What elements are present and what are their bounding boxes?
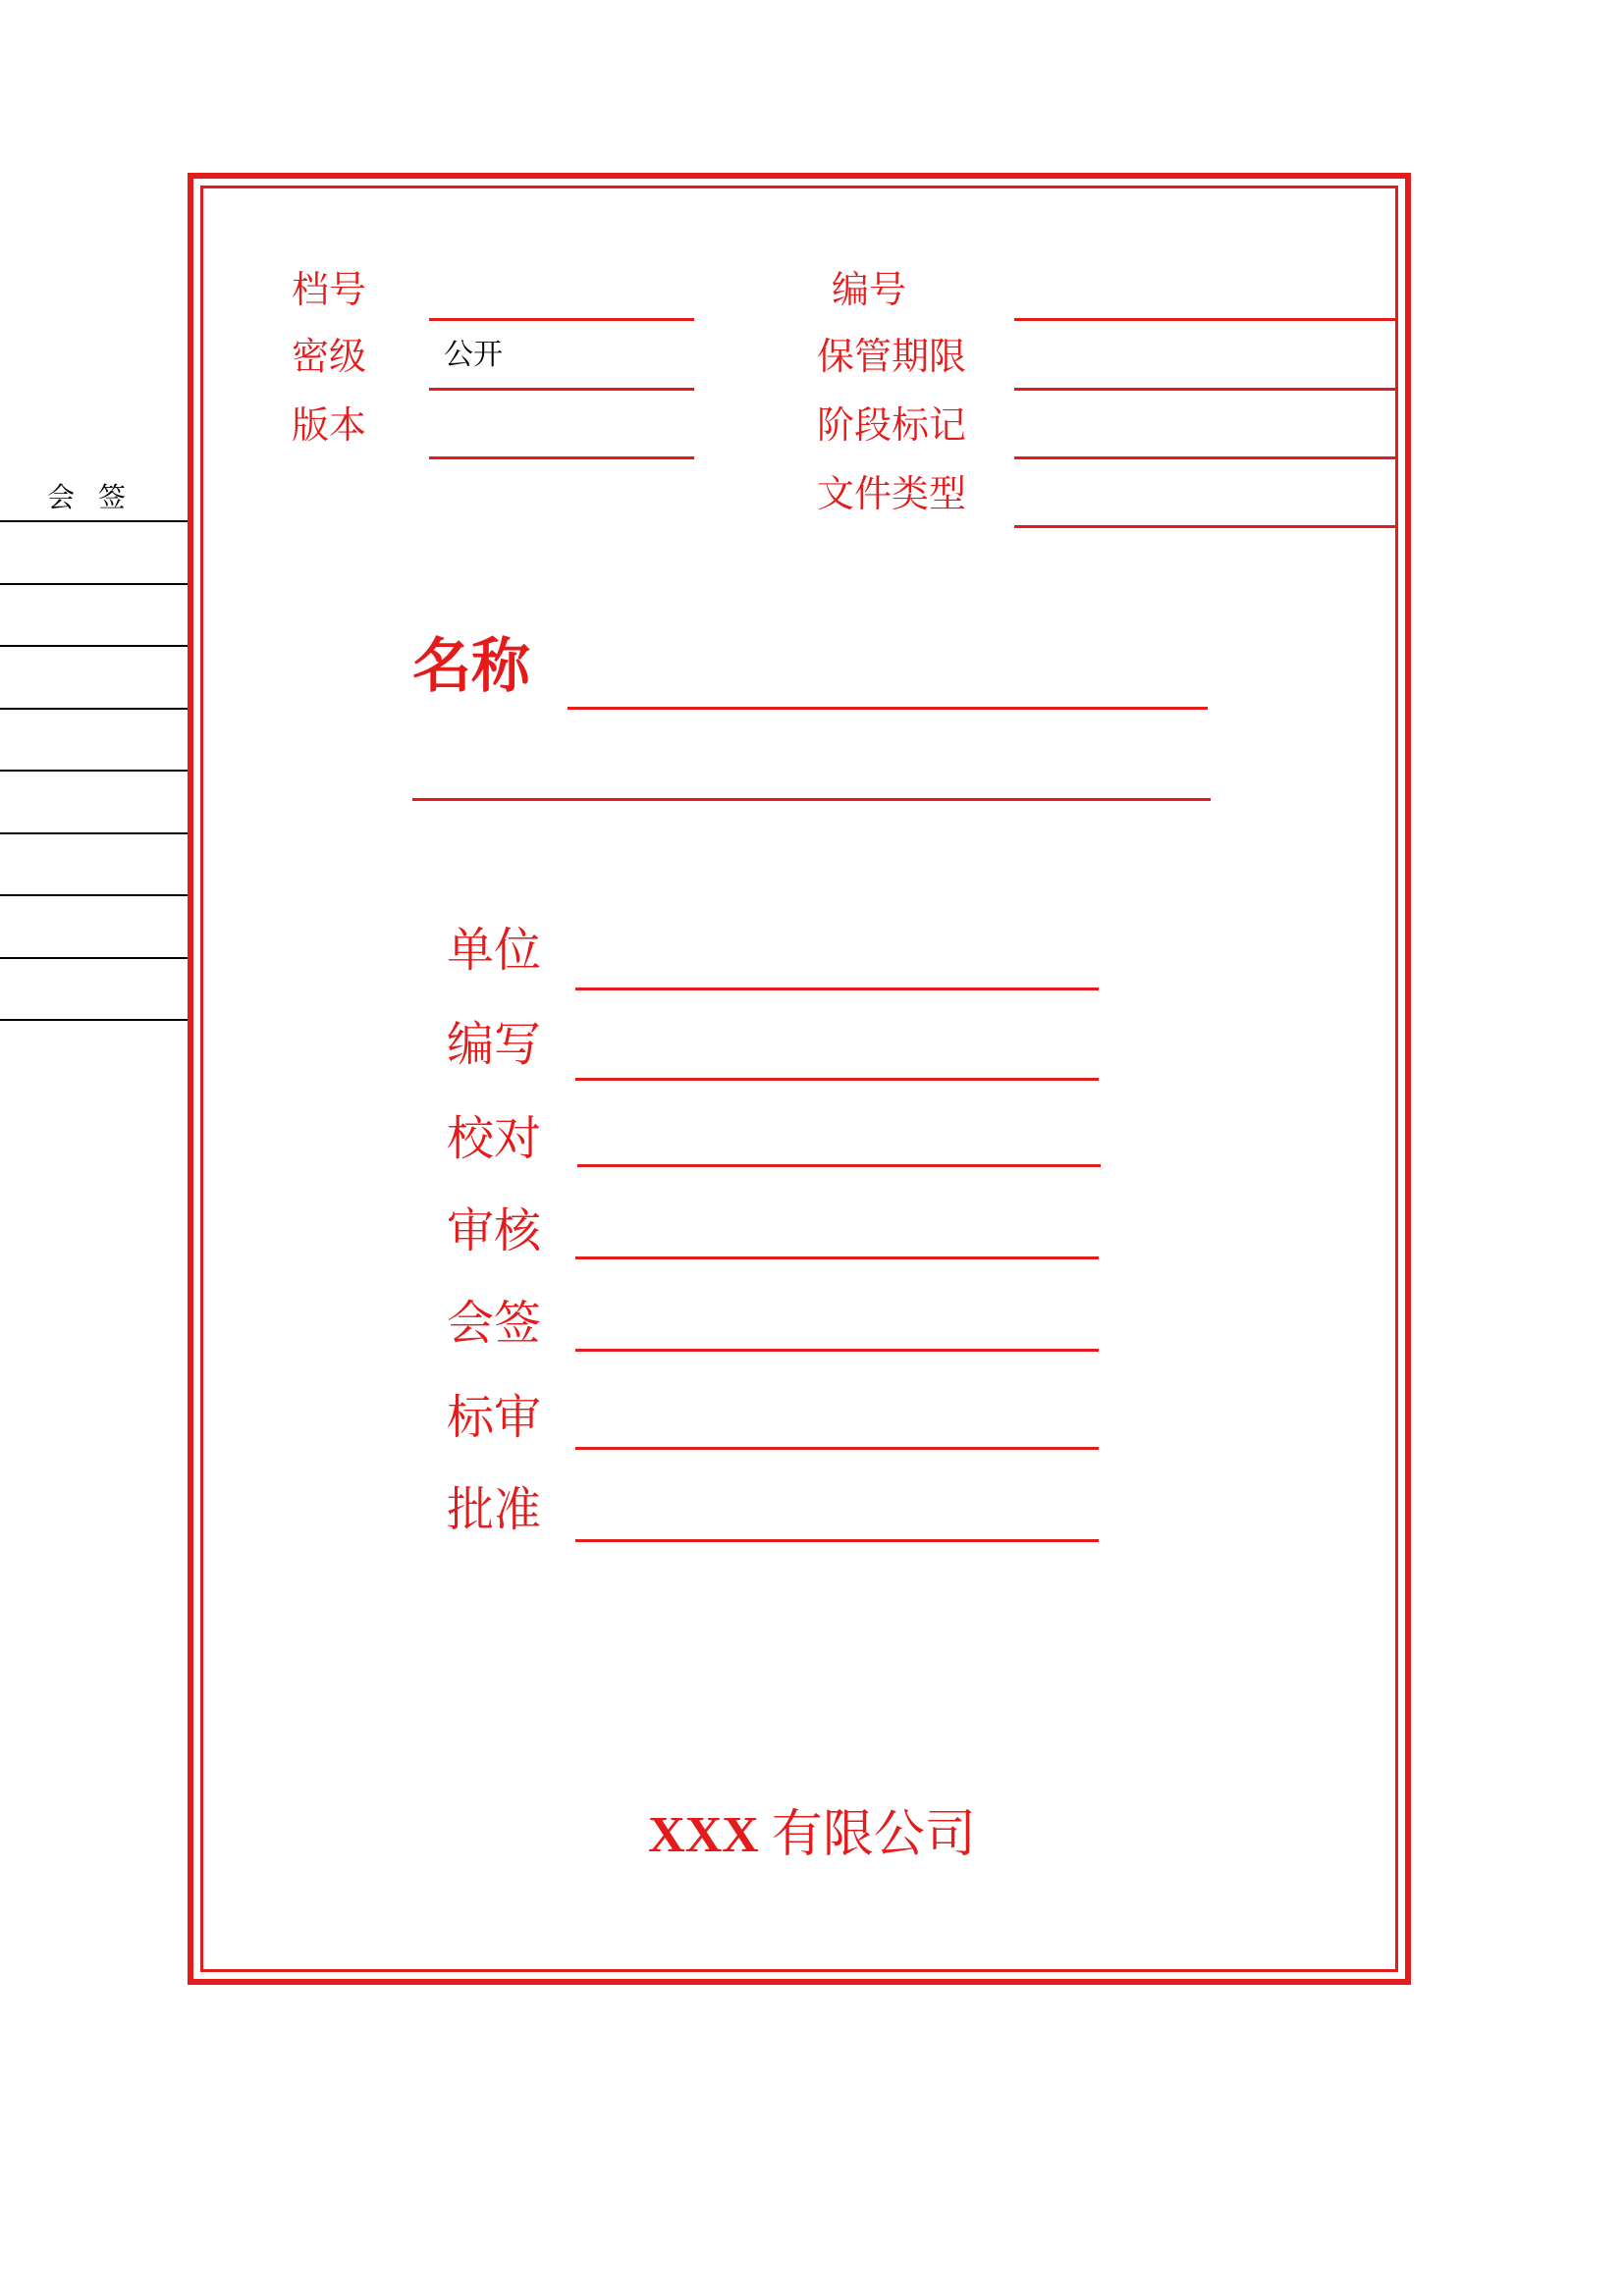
- security-level-field[interactable]: 公开: [444, 338, 503, 372]
- side-line: [0, 894, 188, 896]
- company-prefix: XXX: [648, 1807, 759, 1863]
- version-line: [429, 456, 694, 459]
- side-line: [0, 1019, 188, 1021]
- company-name: [0, 1806, 1624, 1865]
- side-line: [0, 583, 188, 585]
- document-name-line-2: [412, 798, 1211, 801]
- version-label: 版本: [292, 403, 367, 447]
- sign-countersign-line: [575, 1349, 1099, 1352]
- side-line: [0, 708, 188, 710]
- sign-approve-label: 批准: [447, 1482, 542, 1537]
- security-level-line: [429, 388, 694, 391]
- side-line: [0, 645, 188, 647]
- serial-no-label: 编号: [832, 268, 907, 311]
- sign-unit-label: 单位: [447, 923, 542, 978]
- archive-no-line: [429, 318, 694, 321]
- sign-review-line: [575, 1256, 1099, 1259]
- retention-period-line: [1014, 388, 1398, 391]
- sign-author-line: [575, 1078, 1099, 1081]
- side-line: [0, 957, 188, 959]
- sign-approve-line: [575, 1539, 1099, 1542]
- sign-proofread-label: 校对: [447, 1111, 542, 1166]
- side-line: [0, 520, 188, 522]
- sign-standard-review-line: [575, 1447, 1099, 1450]
- archive-no-label: 档号: [292, 268, 367, 311]
- document-name-label: 名称: [412, 632, 530, 701]
- sign-review-label: 审核: [447, 1203, 542, 1258]
- file-type-line: [1014, 525, 1398, 528]
- document-name-line: [568, 707, 1208, 710]
- sign-author-label: 编写: [447, 1017, 542, 1072]
- sign-standard-review-label: 标审: [447, 1390, 542, 1445]
- security-level-label: 密级: [292, 335, 367, 378]
- company-suffix: 有限公司: [771, 1807, 976, 1863]
- sign-unit-line: [575, 988, 1099, 990]
- stage-mark-label: 阶段标记: [817, 403, 967, 447]
- serial-no-line: [1014, 318, 1398, 321]
- retention-period-label: 保管期限: [817, 335, 967, 378]
- file-type-label: 文件类型: [817, 472, 967, 515]
- sign-proofread-line: [577, 1164, 1101, 1167]
- side-line: [0, 770, 188, 772]
- stage-mark-line: [1014, 456, 1398, 459]
- side-countersign-label: 会签: [47, 481, 150, 513]
- sign-countersign-label: 会签: [447, 1296, 542, 1351]
- side-line: [0, 832, 188, 834]
